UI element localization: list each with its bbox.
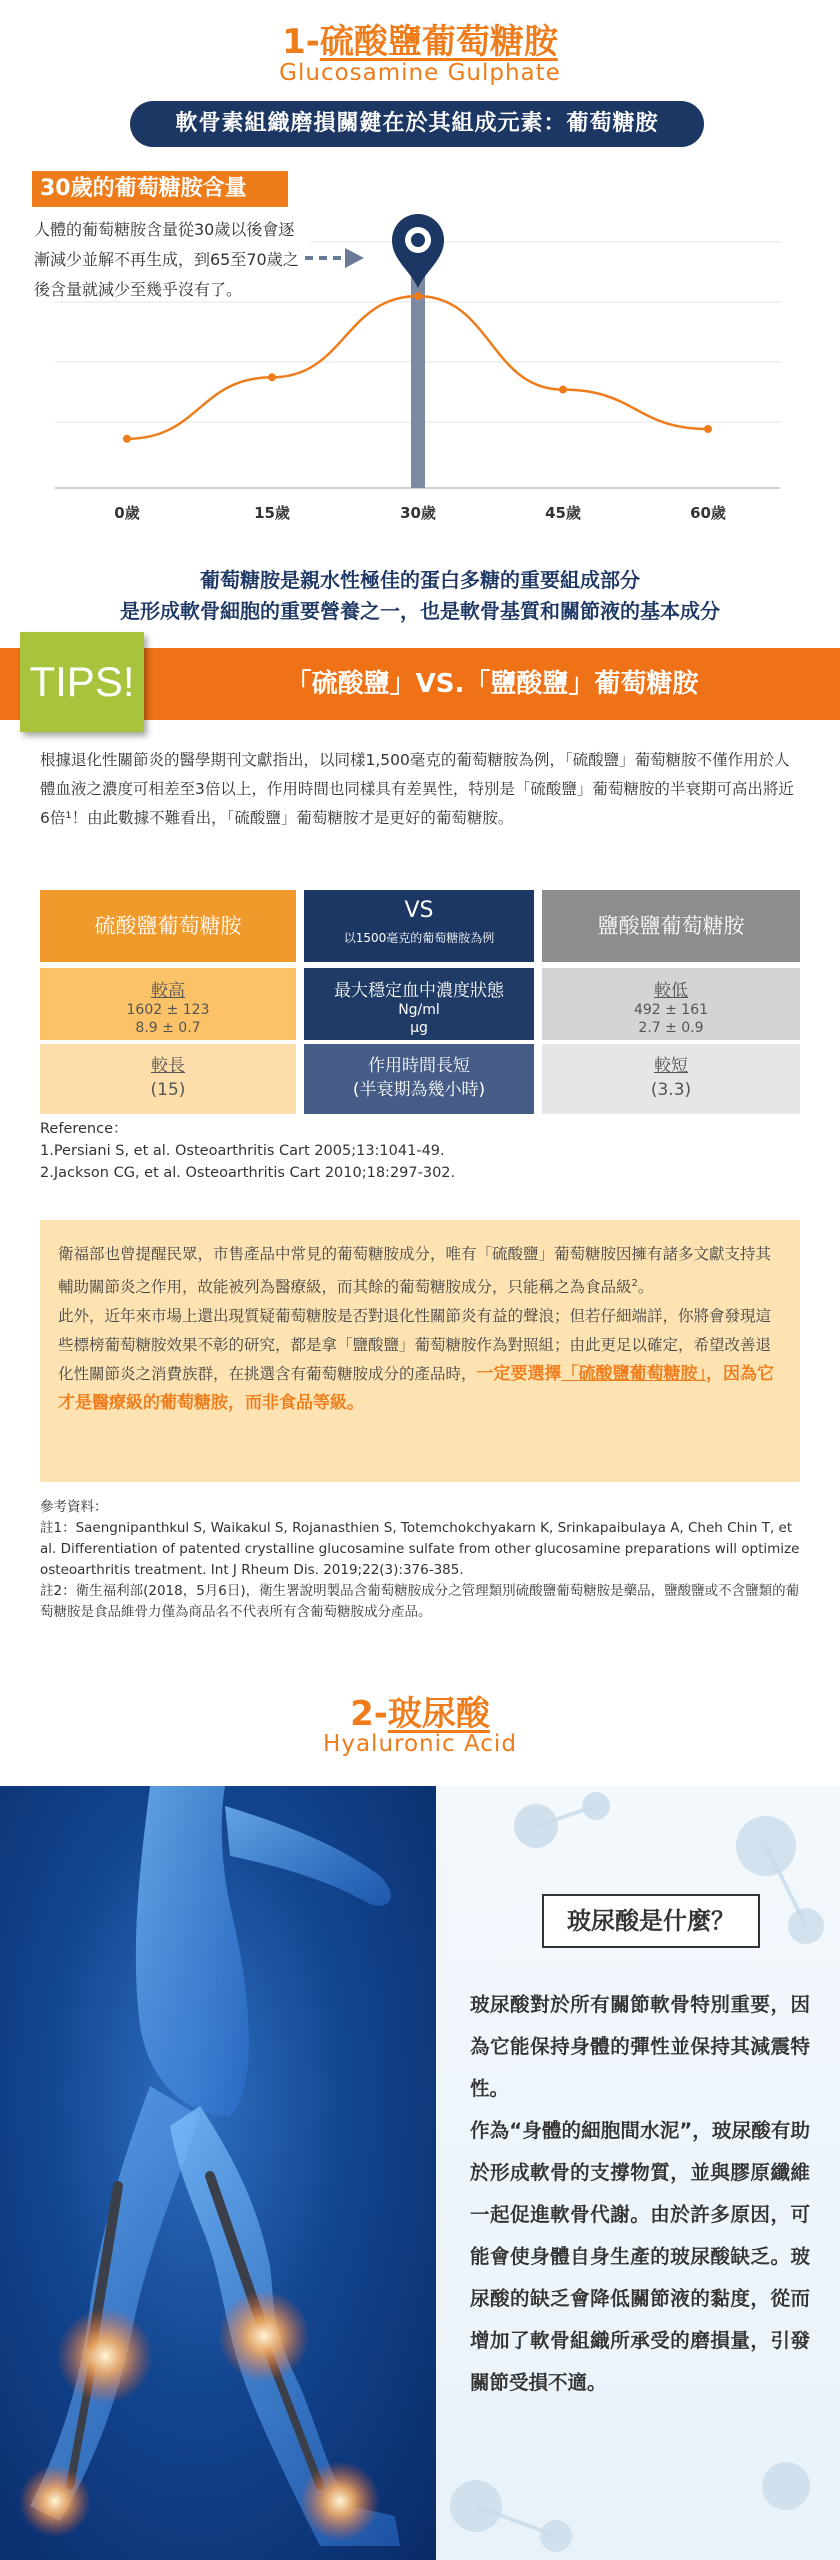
chart-description: 人體的葡萄糖胺含量從30歲以後會逐漸減少並解不再生成，到65至70歲之後含量就減少至幾乎沒有了。 <box>34 220 299 299</box>
section1-number: 1- <box>282 22 320 62</box>
footnotes-heading: 參考資料： <box>40 1499 108 1515</box>
table-cell-concentration-label <box>304 968 534 1040</box>
table-cell-hcl-concentration <box>542 968 800 1040</box>
notice-paragraph-2 <box>58 1302 782 1418</box>
section1-subtitle: Glucosamine Gulphate <box>279 60 561 86</box>
hcl-concentration-label: 較低 <box>654 981 688 1001</box>
table-head-vs <box>304 890 534 962</box>
chart-point <box>704 425 712 433</box>
chart-tick-label: 45歲 <box>545 504 581 520</box>
concentration-unit-1: Ng/ml <box>398 1002 440 1018</box>
duration-sub: (半衰期為幾小時) <box>352 1080 486 1100</box>
tips-paragraph: 根據退化性關節炎的醫學期刊文獻指出，以同樣1,500毫克的葡萄糖胺為例，「硫酸鹽」葡萄糖胺不僅作用於人體血液之濃度可相差至3倍以上，作用時間也同樣具有差異性，特別是「硫酸鹽」葡萄糖胺的半衰期可高出將近6倍¹！由此數據不難看出，「硫酸鹽」葡萄糖胺才是更好的葡萄糖胺。 <box>40 751 794 827</box>
notice-emphasis-2: ，因為它才是醫療級的葡萄糖胺，而非食品等級。 <box>58 1364 775 1414</box>
notice-p1-end: 。 <box>637 1278 654 1297</box>
sulfate-duration-label: 較長 <box>151 1056 185 1076</box>
section2-number: 2- <box>350 1694 388 1734</box>
chart-tick-label: 30歲 <box>400 504 436 520</box>
location-pin-dot-icon <box>411 233 425 247</box>
notice-p2-text: 此外，近年來市場上還出現質疑葡萄糖胺是否對退化性關節炎有益的聲浪；但若仔細端詳，你將會發現這些標榜葡萄糖胺效果不彰的研究，都是拿「鹽酸鹽」葡萄糖胺作為對照組；由此更足以確定，希望改善退化性關節炎之消費族群，在挑選含有葡萄糖胺成分的產品時， <box>58 1307 772 1384</box>
sulfate-concentration-v1: 1602 ± 123 <box>126 1002 210 1018</box>
notice-paragraph-1 <box>58 1240 782 1302</box>
notice-emphasis-1: 一定要選擇 <box>476 1364 562 1385</box>
hcl-duration-label: 較短 <box>654 1056 688 1076</box>
concentration-unit-2: μg <box>410 1020 428 1036</box>
section2-title-text: 玻尿酸 <box>387 1694 490 1734</box>
chart-point <box>268 373 276 381</box>
chart-point <box>123 435 131 443</box>
notice-emphasis-underline: 「硫酸鹽葡萄糖胺」 <box>561 1364 707 1385</box>
mid-text-line-1: 葡萄糖胺是親水性極佳的蛋白多糖的重要組成部分 <box>200 568 640 592</box>
notice-p1-text: 衛福部也曾提醒民眾，市售產品中常見的葡萄糖胺成分，唯有「硫酸鹽」葡萄糖胺因擁有諸多文獻支持其輔助關節炎之作用，故能被列為醫療級，而其餘的葡萄糖胺成分，只能稱之為食品級 <box>58 1245 772 1297</box>
chart-tick-label: 60歲 <box>690 504 726 520</box>
hyaluronic-body-p2: 作為“身體的細胞間水泥”，玻尿酸有助於形成軟骨的支撐物質，並與膠原纖維一起促進軟骨代謝。由於許多原因，可能會使身體自身生產的玻尿酸缺乏。玻尿酸的缺乏會降低關節液的黏度，從而增加了軟骨組織所承受的磨損量，引發關節受損不適。 <box>470 2119 810 2394</box>
references-heading: Reference： <box>40 1121 128 1137</box>
footnotes-block <box>40 1497 802 1623</box>
hyaluronic-hero <box>0 1786 840 2560</box>
hyaluronic-box-title: 玻尿酸是什麼？ <box>542 1894 760 1948</box>
footnote-1: 註1：Saengnipanthkul S, Waikakul S, Rojanasthien S, Totemchokchyakarn K, Srinkapaibulaya A, Cheh Chin T, et al. Differentiation of patented crystalline glucosamine sulfate from other glucosamine preparations will optimize osteoarthritis treatment. Int J Rheum Dis. 2019;22(3):376-385. <box>40 1520 800 1578</box>
references-block <box>40 1118 455 1184</box>
table-cell-hcl-duration <box>542 1044 800 1114</box>
runner-illustration <box>0 1786 436 2560</box>
table-head-vs-sub: 以1500毫克的葡萄糖胺為例 <box>343 931 495 945</box>
table-cell-sulfate-duration <box>40 1044 296 1114</box>
section2-subtitle: Hyaluronic Acid <box>323 1731 517 1757</box>
sulfate-duration-value: (15) <box>150 1080 186 1100</box>
table-cell-duration-label <box>304 1044 534 1114</box>
reference-item: 1.Persiani S, et al. Osteoarthritis Cart 2005;13:1041-49. <box>40 1143 445 1159</box>
table-head-hydrochloride: 鹽酸鹽葡萄糖胺 <box>542 890 800 962</box>
table-head-sulfate: 硫酸鹽葡萄糖胺 <box>40 890 296 962</box>
hyaluronic-body-p1: 玻尿酸對於所有關節軟骨特別重要，因為它能保持身體的彈性並保持其減震特性。 <box>470 1993 810 2100</box>
mid-text-line-2: 是形成軟骨細胞的重要營養之一，也是軟骨基質和關節液的基本成分 <box>120 599 720 623</box>
table-head-vs-label: VS <box>404 898 434 923</box>
chart-tick-label: 15歲 <box>254 504 290 520</box>
tips-title: 「硫酸鹽」VS.「鹽酸鹽」葡萄糖胺 <box>285 669 699 699</box>
section1-title <box>0 14 840 63</box>
chart-tick-label: 0歲 <box>114 504 140 520</box>
section1-title-text: 硫酸鹽葡萄糖胺 <box>319 22 558 62</box>
notice-box <box>40 1220 800 1482</box>
sulfate-concentration-v2: 8.9 ± 0.7 <box>135 1020 201 1036</box>
chart-tag: 30歲的葡萄糖胺含量 <box>32 171 288 207</box>
table-cell-sulfate-concentration <box>40 968 296 1040</box>
chart-point <box>414 292 422 300</box>
hyaluronic-body <box>470 1984 810 2404</box>
concentration-label: 最大穩定血中濃度狀態 <box>334 981 504 1001</box>
hcl-concentration-v1: 492 ± 161 <box>633 1002 709 1018</box>
tips-badge: TIPS! <box>20 632 144 732</box>
section1-pill-banner: 軟骨素組織磨損關鍵在於其組成元素：葡萄糖胺 <box>130 101 704 147</box>
hcl-concentration-v2: 2.7 ± 0.9 <box>638 1020 704 1036</box>
reference-item: 2.Jackson CG, et al. Osteoarthritis Cart 2010;18:297-302. <box>40 1165 456 1181</box>
notice-p1-sup: 2 <box>631 1278 638 1289</box>
footnote-2: 註2：衛生福利部(2018，5月6日)，衛生署說明製品含葡萄糖胺成分之管理類別硫酸鹽葡萄糖胺是藥品，鹽酸鹽或不含鹽類的葡萄糖胺是食品維骨力僅為商品名不代表所有含葡萄糖胺成分產品。 <box>40 1583 800 1620</box>
sulfate-concentration-label: 較高 <box>151 981 185 1001</box>
section2-title <box>0 1686 840 1735</box>
chart-point <box>559 386 567 394</box>
runner-figure-icon <box>0 1786 436 2560</box>
hcl-duration-value: (3.3) <box>650 1080 692 1100</box>
arrow-head-icon <box>345 248 364 268</box>
duration-label: 作用時間長短 <box>368 1056 470 1076</box>
